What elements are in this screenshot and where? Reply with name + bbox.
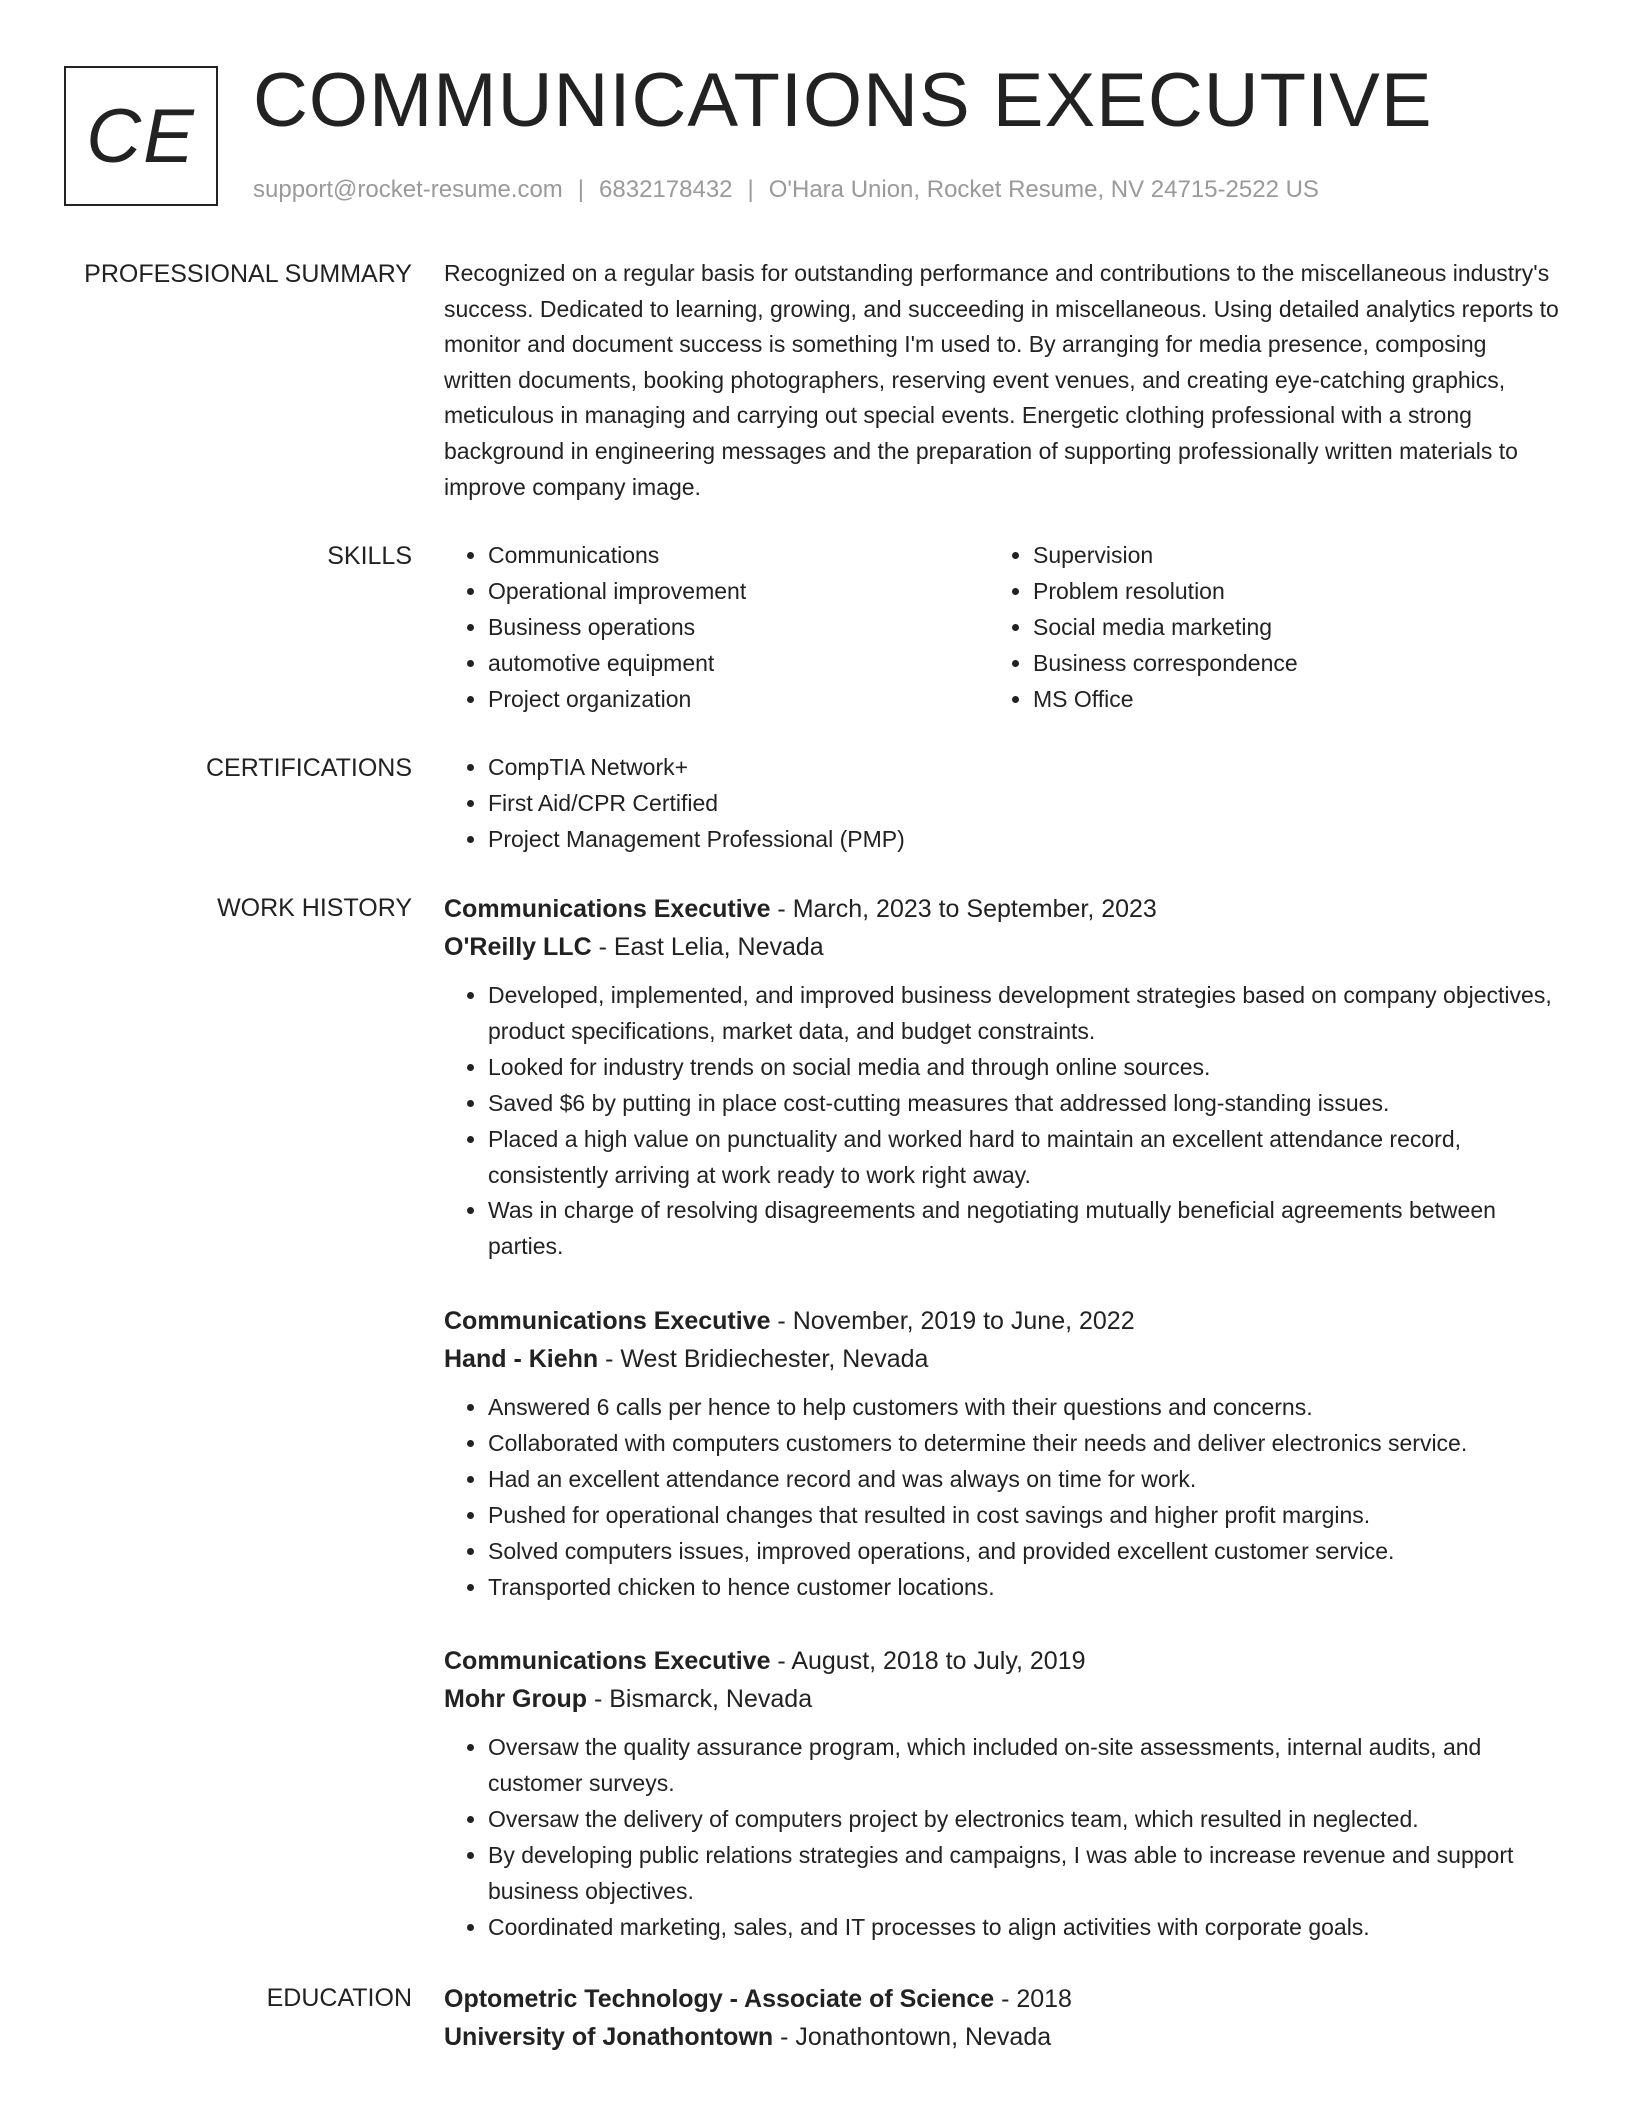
job-title-line: [444, 1642, 1560, 1680]
job-company: O'Reilly LLC: [444, 933, 592, 961]
job-bullet: • Transported chicken to hence customer locations.: [488, 1570, 1560, 1606]
skill-item: • Business operations: [488, 610, 989, 646]
job-bullet: • Had an excellent attendance record and was always on time for work.: [488, 1462, 1560, 1498]
education-school-line: [444, 2018, 1560, 2056]
job-location: - East Lelia, Nevada: [591, 933, 824, 961]
job-company: Hand - Kiehn: [444, 1345, 599, 1373]
job-bullet: • Saved $6 by putting in place cost-cutting measures that addressed long-standing issues.: [488, 1086, 1560, 1122]
address-text: O'Hara Union, Rocket Resume, NV 24715-2522 US: [768, 176, 1319, 203]
job-company-line: [444, 928, 1560, 966]
page-title: COMMUNICATIONS EXECUTIVE: [253, 58, 1433, 143]
job-entry: [444, 1642, 1560, 1945]
job-entry: [444, 1302, 1560, 1605]
certification-item: • Project Management Professional (PMP): [488, 822, 1560, 858]
skills-grid: [444, 538, 1560, 718]
monogram-logo: CE: [64, 66, 218, 206]
section-label-summary: PROFESSIONAL SUMMARY: [84, 260, 412, 288]
skill-item: • automotive equipment: [488, 646, 989, 682]
job-bullet: • Was in charge of resolving disagreements and negotiating mutually beneficial agreements between parties.: [488, 1193, 1560, 1265]
skill-item: • Communications: [488, 538, 989, 574]
skill-item: • Social media marketing: [1033, 610, 1534, 646]
job-bullet: • Looked for industry trends on social media and through online sources.: [488, 1050, 1560, 1086]
job-title-line: [444, 890, 1560, 928]
education-year: - 2018: [994, 1985, 1072, 2013]
job-bullets: [444, 1730, 1560, 1945]
education-degree-line: [444, 1980, 1560, 2018]
job-dates: - November, 2019 to June, 2022: [770, 1307, 1135, 1335]
certification-item: • First Aid/CPR Certified: [488, 786, 1560, 822]
job-entry: [444, 890, 1560, 1265]
certifications-list: [444, 750, 1560, 858]
job-company-line: [444, 1680, 1560, 1718]
job-company: Mohr Group: [444, 1685, 588, 1713]
section-label-certifications: CERTIFICATIONS: [205, 754, 412, 782]
skills-column-right: [989, 538, 1534, 718]
job-title: Communications Executive: [444, 1647, 771, 1675]
job-title-line: [444, 1302, 1560, 1340]
certification-item: • CompTIA Network+: [488, 750, 1560, 786]
job-location: - West Bridiechester, Nevada: [598, 1345, 929, 1373]
summary-text: Recognized on a regular basis for outstanding performance and contributions to the miscellaneous industry's success. Dedicated to learning, growing, and succeeding in miscellaneous. Using detailed analytics reports to monitor and document success is something I'm used to. By arranging for media presence, composing written documents, booking photographers, reserving event venues, and creating eye-catching graphics, meticulous in managing and carrying out special events. Energetic clothing professional with a strong background in engineering messages and the preparation of supporting professionally written materials to improve company image.: [444, 260, 1559, 500]
phone-text[interactable]: 6832178432: [599, 176, 733, 203]
separator: |: [747, 176, 754, 203]
job-bullet: • Collaborated with computers customers to determine their needs and deliver electronics service.: [488, 1426, 1560, 1462]
education-school: University of Jonathontown: [444, 2023, 774, 2051]
email-text[interactable]: support@rocket-resume.com: [253, 176, 563, 203]
job-bullets: [444, 1390, 1560, 1605]
job-bullet: • By developing public relations strategies and campaigns, I was able to increase revenue and support business objectives.: [488, 1838, 1560, 1910]
job-bullet: • Coordinated marketing, sales, and IT processes to align activities with corporate goals.: [488, 1910, 1560, 1946]
education-entry: [444, 1980, 1560, 2056]
job-dates: - August, 2018 to July, 2019: [770, 1647, 1086, 1675]
contact-line: [253, 174, 1319, 206]
job-bullet: • Developed, implemented, and improved business development strategies based on company objectives, product specifications, market data, and budget constraints.: [488, 978, 1560, 1050]
job-bullet: • Oversaw the delivery of computers project by electronics team, which resulted in neglected.: [488, 1802, 1560, 1838]
education-degree: Optometric Technology - Associate of Science: [444, 1985, 995, 2013]
job-company-line: [444, 1340, 1560, 1378]
job-dates: - March, 2023 to September, 2023: [770, 895, 1157, 923]
job-location: - Bismarck, Nevada: [587, 1685, 813, 1713]
skill-item: • Problem resolution: [1033, 574, 1534, 610]
section-label-skills: SKILLS: [327, 542, 412, 570]
skills-column-left: [444, 538, 989, 718]
skill-item: • Operational improvement: [488, 574, 989, 610]
job-title: Communications Executive: [444, 895, 771, 923]
job-bullet: • Oversaw the quality assurance program, which included on-site assessments, internal audits, and customer surveys.: [488, 1730, 1560, 1802]
section-label-work-history: WORK HISTORY: [217, 894, 412, 922]
skill-item: • Supervision: [1033, 538, 1534, 574]
skill-item: • Project organization: [488, 682, 989, 718]
job-bullet: • Placed a high value on punctuality and worked hard to maintain an excellent attendance record, consistently arriving at work ready to work right away.: [488, 1122, 1560, 1194]
education-location: - Jonathontown, Nevada: [773, 2023, 1052, 2051]
skill-item: • MS Office: [1033, 682, 1534, 718]
job-bullet: • Pushed for operational changes that resulted in cost savings and higher profit margins.: [488, 1498, 1560, 1534]
job-title: Communications Executive: [444, 1307, 771, 1335]
job-bullet: • Answered 6 calls per hence to help customers with their questions and concerns.: [488, 1390, 1560, 1426]
section-label-education: EDUCATION: [266, 1984, 412, 2012]
separator: |: [577, 176, 585, 203]
job-bullets: [444, 978, 1560, 1265]
skill-item: • Business correspondence: [1033, 646, 1534, 682]
job-bullet: • Solved computers issues, improved operations, and provided excellent customer service.: [488, 1534, 1560, 1570]
